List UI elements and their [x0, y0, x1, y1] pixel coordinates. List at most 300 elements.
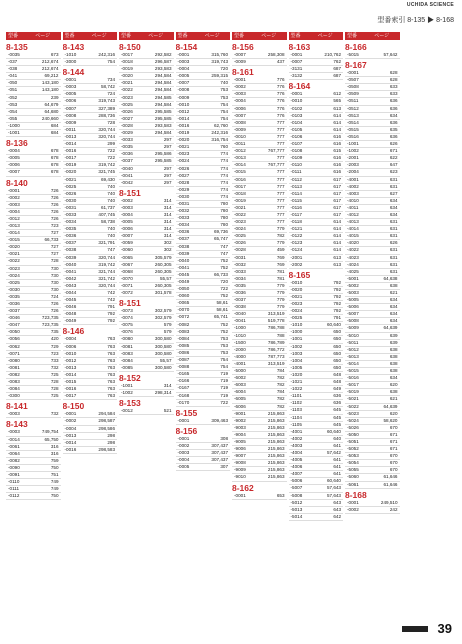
index-row — [119, 290, 174, 297]
page-ref: 319,743 — [98, 98, 115, 104]
model-suffix: -0017 — [121, 52, 133, 57]
index-row — [119, 247, 174, 254]
page-ref: 792 — [107, 311, 115, 317]
index-row — [63, 276, 118, 283]
index-row — [289, 255, 344, 262]
model-suffix: -0037 — [121, 158, 133, 164]
page-ref: 299 — [107, 141, 115, 147]
model-suffix: -0012 — [234, 148, 246, 154]
index-row — [63, 127, 118, 134]
page-ref: 69,736 — [213, 229, 228, 235]
page-ref: 314 — [163, 382, 172, 388]
model-suffix: -6002 — [234, 375, 246, 381]
index-row — [232, 389, 287, 396]
header-page-label: ページ — [261, 33, 277, 39]
index-row — [119, 109, 174, 116]
page-ref: 314 — [163, 204, 172, 210]
page-ref: 617 — [333, 204, 341, 210]
model-suffix: -4006 — [290, 464, 303, 470]
page-ref: 57,643 — [326, 492, 341, 498]
index-row — [63, 59, 118, 66]
index-row — [176, 137, 231, 144]
page-ref: 777 — [276, 169, 285, 175]
model-suffix: -0007 — [290, 59, 303, 65]
model-suffix: -0036 — [177, 229, 190, 235]
model-suffix: -0008 — [234, 119, 246, 125]
page-ref: 792 — [333, 286, 341, 292]
index-row — [176, 322, 231, 329]
page-ref: 753 — [220, 342, 228, 348]
page-ref: 747 — [220, 250, 228, 256]
page-ref: 240,660 — [41, 115, 59, 121]
page-ref: 740 — [107, 190, 115, 196]
page-ref: 719 — [220, 378, 228, 384]
model-suffix: -0025 — [234, 233, 246, 239]
index-row — [176, 244, 231, 251]
model-suffix: -1010 — [64, 52, 77, 57]
model-suffix: -4024 — [347, 261, 359, 267]
index-row — [232, 148, 287, 155]
page-ref: 786,788 — [267, 325, 285, 331]
model-suffix: -0021 — [290, 293, 303, 299]
header-model-label: 型番 — [121, 33, 132, 39]
page-number: 39 — [437, 621, 452, 636]
model-suffix: -5060 — [347, 474, 359, 480]
page-ref: 58,61 — [216, 300, 228, 306]
index-row — [345, 269, 400, 276]
index-row — [232, 262, 287, 269]
index-row — [6, 169, 61, 176]
page-ref: 210,762 — [324, 52, 341, 57]
model-suffix: -0040 — [234, 311, 246, 317]
page-ref: 763 — [107, 393, 115, 399]
model-suffix: -051 — [8, 87, 18, 93]
page-ref: 720 — [220, 279, 228, 284]
index-row — [119, 344, 174, 351]
index-row — [232, 226, 287, 233]
page-ref: 617 — [333, 211, 341, 217]
page-ref: 295,585 — [154, 108, 172, 114]
model-suffix: -0059 — [121, 240, 133, 246]
page-ref: 614 — [333, 126, 341, 132]
model-suffix: -0022 — [8, 258, 20, 264]
index-row — [232, 325, 287, 332]
index-row — [119, 351, 174, 358]
index-row — [345, 347, 400, 354]
model-suffix: -0001 — [64, 411, 77, 417]
model-suffix: -0021 — [8, 251, 20, 257]
page-ref: 61,646 — [383, 481, 398, 487]
model-suffix: -6003 — [234, 382, 246, 388]
model-suffix: -5007 — [347, 311, 359, 317]
page-ref: 298,586 — [98, 425, 115, 431]
page-ref: 723 — [50, 222, 59, 228]
page-ref: 613 — [333, 105, 341, 111]
index-row — [289, 372, 344, 379]
model-suffix: -0508 — [347, 84, 359, 90]
page-ref: 215,863 — [267, 446, 285, 452]
index-row — [63, 290, 118, 297]
page-ref: 634 — [389, 197, 398, 203]
page-ref: 754 — [220, 115, 228, 121]
model-suffix: -0073 — [121, 308, 133, 314]
page-ref: 614 — [333, 240, 341, 246]
model-suffix: -0507 — [347, 77, 359, 83]
model-suffix: -0070 — [121, 275, 133, 281]
index-row — [63, 344, 118, 351]
page-ref: 762 — [333, 59, 341, 65]
model-suffix: -0010 — [177, 101, 190, 107]
model-suffix: -4025 — [347, 268, 359, 274]
model-suffix: -0004 — [121, 211, 133, 217]
index-row — [63, 372, 118, 379]
index-row — [289, 226, 344, 233]
page-ref: 638 — [389, 360, 398, 366]
index-row — [232, 304, 287, 311]
index-row — [6, 479, 61, 486]
index-row — [6, 411, 61, 418]
index-row — [119, 73, 174, 80]
page-ref: 723,735 — [41, 322, 59, 328]
index-row — [6, 258, 61, 265]
model-suffix: -0041 — [64, 268, 77, 274]
group-heading: 8-162 — [232, 482, 254, 493]
index-row — [345, 148, 400, 155]
page-ref: 726 — [50, 201, 59, 207]
model-suffix: -0514 — [347, 119, 359, 125]
page-ref: 779 — [276, 297, 285, 303]
index-row — [176, 314, 231, 321]
page-ref: 650 — [333, 350, 341, 356]
page-ref: 259,315 — [211, 73, 228, 79]
page-ref: 316 — [50, 443, 59, 449]
model-suffix: -0168 — [177, 392, 190, 398]
index-row — [289, 415, 344, 422]
model-suffix: -0023 — [234, 219, 246, 225]
model-suffix: -0065 — [121, 254, 133, 260]
index-row — [6, 280, 61, 287]
index-row — [176, 279, 231, 286]
index-row — [345, 467, 400, 474]
page-ref: 678 — [50, 155, 59, 161]
index-row — [63, 447, 118, 454]
page-ref: 295,585 — [154, 115, 172, 121]
page-ref: 719 — [220, 392, 228, 398]
column-header — [232, 32, 287, 40]
group-heading: 8-153 — [119, 398, 141, 409]
model-suffix: -5013 — [347, 353, 359, 359]
index-row — [289, 52, 344, 59]
model-suffix: -3131 — [290, 66, 303, 72]
index-row — [119, 151, 174, 158]
page-ref: 57,642 — [383, 52, 398, 57]
page-ref: 649 — [333, 386, 341, 392]
model-suffix: -1002 — [121, 390, 133, 396]
model-suffix: -0086 — [177, 349, 190, 355]
page-ref: 258,308 — [267, 52, 285, 57]
model-suffix: -0025 — [8, 279, 20, 285]
index-row — [119, 166, 174, 173]
model-suffix: -4013 — [347, 219, 359, 225]
index-row — [119, 308, 174, 315]
page-ref: 786,772 — [267, 346, 285, 352]
page-ref: 60,640 — [326, 478, 341, 484]
page-ref: 776 — [276, 112, 285, 118]
page-ref: 754 — [220, 101, 228, 107]
column-header — [6, 32, 61, 40]
index-row — [176, 286, 231, 293]
index-row — [232, 162, 287, 169]
page-ref: 671 — [389, 148, 398, 154]
page-ref: 57,642 — [326, 449, 341, 455]
index-row — [232, 283, 287, 290]
index-row — [345, 233, 400, 240]
model-suffix: -0019 — [177, 130, 190, 136]
page-ref: 437 — [276, 59, 285, 65]
model-suffix: -5015 — [347, 52, 359, 57]
index-row — [63, 336, 118, 343]
page-ref: 725 — [50, 371, 59, 377]
page-ref: 779 — [276, 240, 285, 246]
index-row — [119, 226, 174, 233]
page-ref: 650 — [333, 343, 341, 349]
page-ref: 634 — [389, 318, 398, 324]
model-suffix: -1102 — [290, 400, 302, 406]
page-ref: 319,742 — [98, 261, 115, 267]
model-suffix: -0004 — [177, 66, 190, 72]
page-ref: 687 — [333, 66, 341, 72]
index-row — [6, 116, 61, 123]
model-suffix: -5000 — [234, 368, 246, 374]
index-row — [119, 158, 174, 165]
index-row — [119, 52, 174, 59]
page-ref: 636 — [333, 393, 341, 399]
index-row — [119, 240, 174, 247]
model-suffix: -0003 — [177, 59, 190, 65]
page-ref: 579 — [163, 329, 172, 335]
page-ref: 650 — [333, 329, 341, 335]
page-ref: 615 — [333, 148, 341, 154]
model-suffix: -0033 — [234, 268, 246, 274]
model-suffix: -5010 — [347, 332, 359, 338]
index-row — [119, 87, 174, 94]
group-heading: 8-156 — [175, 425, 198, 436]
index-row — [176, 336, 231, 343]
model-suffix: -0080 — [121, 336, 133, 342]
page-ref: 730 — [50, 265, 59, 271]
index-row — [63, 433, 118, 440]
index-row — [176, 166, 231, 173]
page-ref: 58,620 — [383, 417, 398, 423]
page-ref: 726 — [50, 194, 59, 200]
model-suffix: -0070 — [177, 307, 190, 313]
header-model-label: 型番 — [347, 33, 358, 39]
index-row — [176, 272, 231, 279]
page-ref: 645 — [333, 407, 341, 413]
page-ref: 782 — [276, 382, 285, 388]
index-row — [232, 340, 287, 347]
model-suffix: -9009 — [234, 467, 246, 473]
page-ref: 636 — [333, 400, 341, 406]
model-suffix: -9003 — [234, 424, 246, 430]
page-ref: 752 — [220, 328, 228, 334]
page-ref: 740 — [107, 233, 115, 239]
index-row — [63, 379, 118, 386]
group-heading: 8-150 — [62, 401, 85, 412]
model-suffix: -0007 — [234, 52, 246, 57]
index-row — [345, 84, 400, 91]
page-ref: 638 — [389, 346, 398, 352]
model-suffix: -0084 — [8, 386, 20, 392]
model-suffix: -0050 — [8, 329, 20, 335]
model-suffix: -0020 — [121, 73, 133, 79]
index-row — [63, 212, 118, 219]
model-suffix: -0111 — [290, 169, 302, 175]
page-ref: 565 — [333, 98, 341, 104]
model-suffix: -2002 — [290, 261, 303, 267]
model-suffix: -2001 — [290, 254, 303, 260]
index-row — [176, 236, 231, 243]
page-ref: 779 — [276, 290, 285, 295]
page-ref: 636 — [389, 105, 398, 111]
page-ref: 722 — [107, 148, 115, 154]
model-suffix: -0071 — [8, 350, 20, 356]
index-row — [176, 102, 231, 109]
model-suffix: -0112 — [8, 493, 20, 499]
index-row — [345, 500, 400, 507]
page-ref: 774 — [220, 179, 228, 185]
model-suffix: -0028 — [234, 247, 246, 253]
model-suffix: -5008 — [347, 318, 359, 324]
page-ref: 782 — [276, 375, 285, 381]
page-ref: 298,583 — [98, 446, 115, 452]
model-suffix: -1003 — [290, 350, 303, 356]
page-ref: 678 — [50, 148, 59, 154]
index-row — [345, 297, 400, 304]
index-row — [289, 205, 344, 212]
model-suffix: -0015 — [8, 237, 20, 243]
model-suffix: -0513 — [347, 112, 359, 118]
index-row — [6, 351, 61, 358]
index-row — [232, 212, 287, 219]
page-ref: 300,580 — [154, 336, 172, 342]
index-row — [345, 453, 400, 460]
model-suffix: -0013 — [64, 364, 77, 370]
model-suffix: -0009 — [234, 126, 246, 132]
model-suffix: -0005 — [177, 464, 190, 470]
model-suffix: -5054 — [347, 460, 359, 466]
page-ref: 780 — [220, 215, 228, 221]
model-suffix: -054 — [8, 108, 18, 114]
index-row — [232, 269, 287, 276]
page-ref: 727 — [50, 251, 59, 257]
index-row — [119, 276, 174, 283]
page-ref: 735 — [50, 329, 59, 335]
index-row — [63, 233, 118, 240]
page-ref: 726 — [50, 301, 59, 306]
model-suffix: -0110 — [8, 479, 20, 485]
model-suffix: -1000 — [8, 122, 20, 128]
index-row — [6, 216, 61, 223]
index-row — [289, 386, 344, 393]
page-ref: 641 — [333, 457, 341, 463]
index-row — [119, 365, 174, 372]
index-row — [289, 106, 344, 113]
index-row — [289, 233, 344, 240]
index-row — [176, 215, 231, 222]
index-row — [176, 464, 231, 471]
index-row — [289, 191, 344, 198]
group-heading: 8-168 — [345, 489, 367, 500]
index-row — [119, 255, 174, 262]
page-ref: 792 — [333, 293, 341, 299]
index-row — [63, 351, 118, 358]
page-ref: 294,584 — [154, 101, 172, 107]
page-ref: 64,638 — [383, 275, 398, 281]
page-ref: 65,747 — [213, 236, 228, 242]
model-suffix: -0088 — [177, 364, 190, 370]
index-row — [345, 507, 400, 514]
page-ref: 777 — [276, 126, 285, 132]
index-row — [232, 240, 287, 247]
index-row — [289, 301, 344, 308]
page-ref: 727 — [50, 230, 59, 236]
page-ref: 638 — [389, 282, 398, 288]
index-row — [345, 439, 400, 446]
page-ref: 626 — [389, 141, 398, 147]
model-suffix: -0116 — [290, 204, 302, 210]
group-heading: 8-154 — [175, 42, 198, 52]
page-ref: 645 — [333, 414, 341, 420]
model-suffix: -0012 — [64, 357, 77, 363]
model-suffix: -0035 — [8, 293, 20, 299]
page-ref: 57,643 — [326, 485, 341, 491]
page-ref: 779 — [276, 282, 285, 288]
index-row — [176, 73, 231, 80]
model-suffix: -0026 — [121, 108, 133, 114]
page-ref: 653 — [276, 492, 285, 498]
index-row — [345, 375, 400, 382]
page-ref: 215,863 — [267, 467, 285, 473]
index-row — [289, 450, 344, 457]
model-suffix: -0019 — [234, 197, 246, 203]
page-ref: 616 — [333, 169, 341, 175]
page-ref: 301,578 — [154, 290, 172, 295]
index-row — [176, 109, 231, 116]
index-row — [232, 276, 287, 283]
index-row — [289, 336, 344, 343]
page-ref: 320,744 — [98, 254, 115, 260]
model-suffix: -0017 — [64, 155, 77, 161]
group-heading: 8-146 — [62, 326, 85, 337]
page-ref: 673 — [50, 52, 59, 57]
index-row — [345, 474, 400, 481]
index-row — [345, 127, 400, 134]
model-suffix: -1021 — [290, 379, 303, 385]
model-suffix: -0023 — [177, 151, 190, 157]
index-row — [289, 485, 344, 492]
page-ref: 732 — [50, 364, 59, 370]
model-suffix: -0020 — [64, 169, 77, 175]
model-suffix: -0009 — [64, 119, 77, 125]
model-suffix: -0024 — [8, 272, 20, 278]
index-row — [119, 198, 174, 205]
index-row — [63, 393, 118, 400]
page-ref: 321,742 — [98, 275, 115, 281]
page-ref: 298 — [107, 432, 115, 438]
model-suffix: -0027 — [121, 115, 133, 121]
model-suffix: -3132 — [290, 73, 303, 79]
